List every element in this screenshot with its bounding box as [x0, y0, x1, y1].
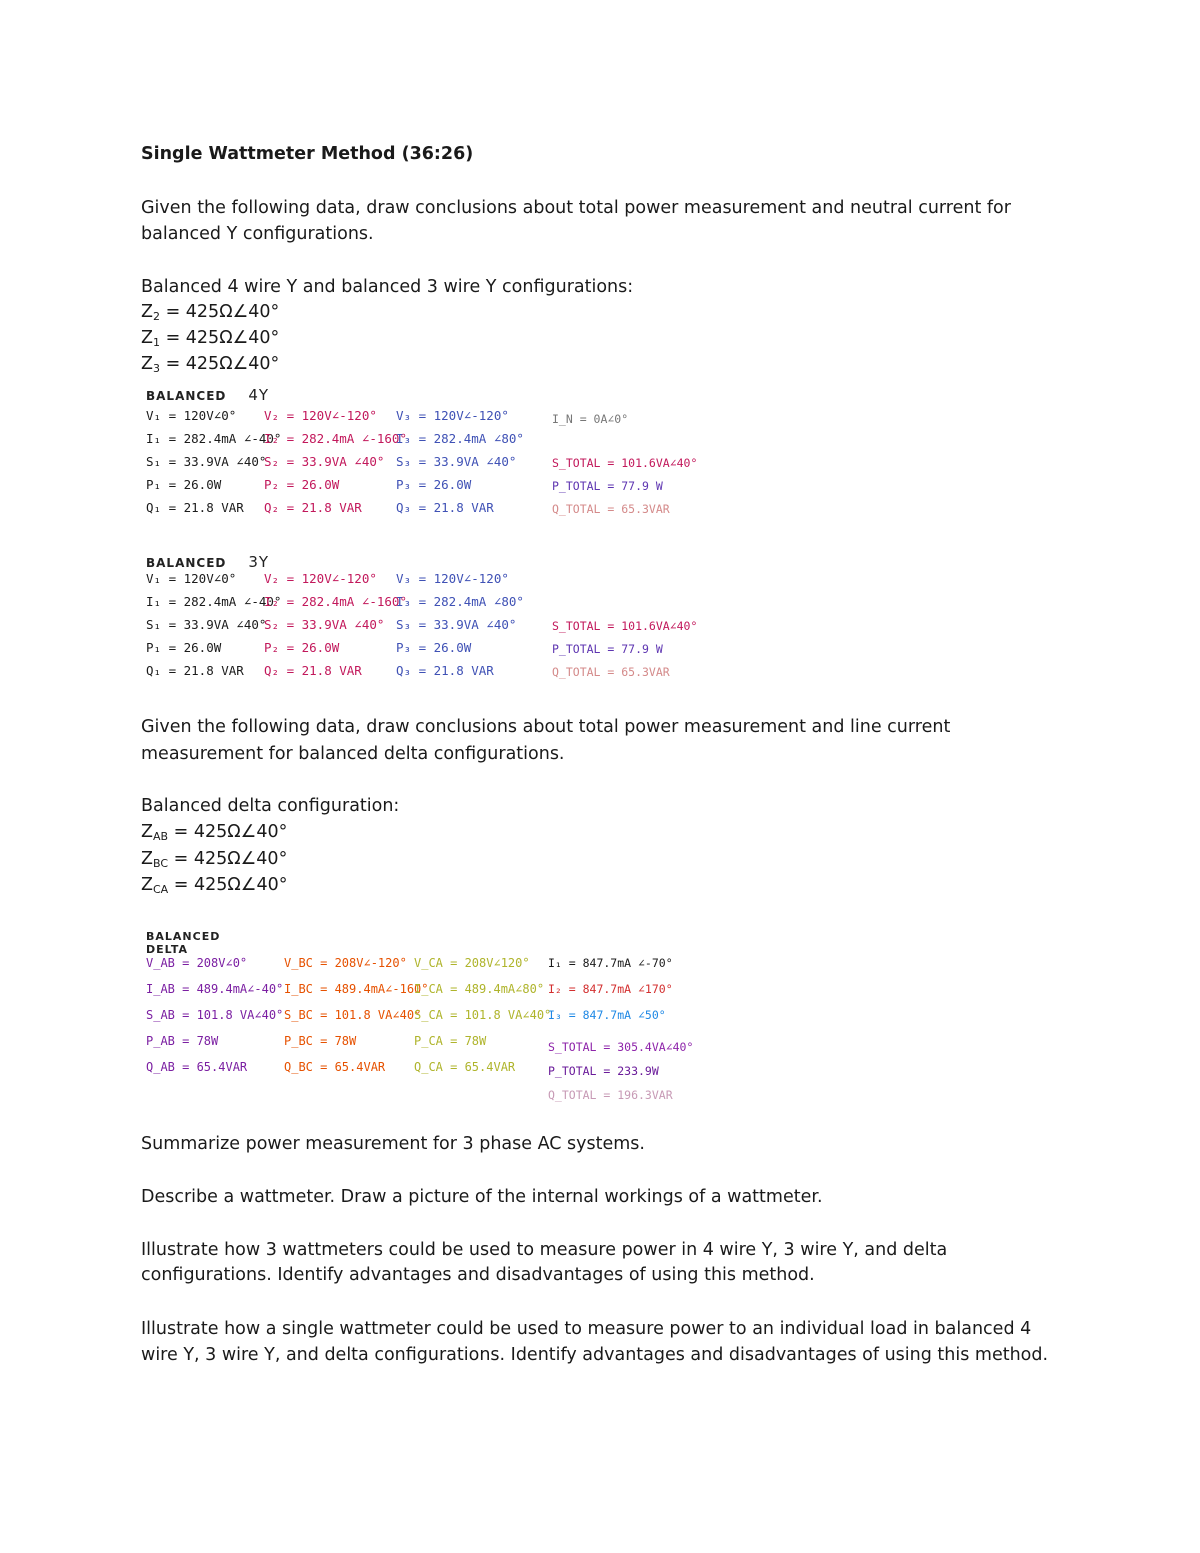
hw-4y-total-1: S_TOTAL = 101.6VA∠40°: [552, 456, 698, 470]
hw-delta-col2-line5: Q_BC = 65.4VAR: [284, 1060, 386, 1074]
hw-4y-col3-line2: I₃ = 282.4mA ∠80°: [396, 431, 524, 446]
hw-delta-total-3: Q_TOTAL = 196.3VAR: [548, 1088, 673, 1102]
hw-4y-heading: BALANCED 4Y: [146, 386, 270, 404]
hw-4y-total-3: Q_TOTAL = 65.3VAR: [552, 502, 670, 516]
para2-line1: Given the following data, draw conclusions about total power measurement and line current: [141, 717, 951, 737]
hw-delta-col3-line4: P_CA = 78W: [414, 1034, 487, 1048]
hw-delta-col2-line3: S_BC = 101.8 VA∠40°: [284, 1008, 422, 1022]
impedance-zab: $Z_{AB}$ = 425Ω∠40°: [141, 822, 288, 843]
hw-4y-col3-line5: Q₃ = 21.8 VAR: [396, 500, 494, 515]
impedance-zca: $Z_{CA}$ = 425Ω∠40°: [141, 875, 288, 896]
hw-delta-current-1: I₁ = 847.7mA ∠-70°: [548, 956, 673, 970]
hw-delta-col3-line1: V_CA = 208V∠120°: [414, 956, 530, 970]
hw-delta-col2-line1: V_BC = 208V∠-120°: [284, 956, 407, 970]
hw-3y-col3-line4: P₃ = 26.0W: [396, 640, 472, 655]
para6-line2: wire Y, 3 wire Y, and delta configurations. Identify advantages and disadvantages of using this method.: [141, 1345, 1049, 1365]
hw-3y-col2-line2: I₂ = 282.4mA ∠-160°: [264, 594, 407, 609]
hw-4y-col2-line3: S₂ = 33.9VA ∠40°: [264, 454, 385, 469]
hw-4y-col1-line4: P₁ = 26.0W: [146, 477, 222, 492]
hw-4y-col1-line1: V₁ = 120V∠0°: [146, 408, 237, 423]
hw-3y-col3-line3: S₃ = 33.9VA ∠40°: [396, 617, 517, 632]
delta-config-label: Balanced delta configuration:: [141, 796, 400, 816]
hw-4y-col1-line3: S₁ = 33.9VA ∠40°: [146, 454, 267, 469]
hw-delta-current-2: I₂ = 847.7mA ∠170°: [548, 982, 673, 996]
hw-delta-col3-line5: Q_CA = 65.4VAR: [414, 1060, 516, 1074]
hw-3y-total-2: P_TOTAL = 77.9 W: [552, 642, 663, 656]
hw-delta-heading: BALANCED DELTA: [146, 930, 221, 956]
hw-delta-col1-line3: S_AB = 101.8 VA∠40°: [146, 1008, 284, 1022]
hw-4y-col3-line3: S₃ = 33.9VA ∠40°: [396, 454, 517, 469]
hw-delta-total-1: S_TOTAL = 305.4VA∠40°: [548, 1040, 694, 1054]
hw-3y-col3-line1: V₃ = 120V∠-120°: [396, 571, 509, 586]
impedance-zbc: $Z_{BC}$ = 425Ω∠40°: [141, 849, 288, 870]
hw-4y-col1-line5: Q₁ = 21.8 VAR: [146, 500, 244, 515]
hw-3y-col1-line5: Q₁ = 21.8 VAR: [146, 663, 244, 678]
hw-3y-col2-line3: S₂ = 33.9VA ∠40°: [264, 617, 385, 632]
impedance-z1: $Z_1$ = 425Ω∠40°: [141, 328, 280, 349]
hw-delta-col3-line2: I_CA = 489.4mA∠80°: [414, 982, 545, 996]
hw-3y-col1-line2: I₁ = 282.4mA ∠-40°: [146, 594, 282, 609]
hw-3y-heading: BALANCED 3Y: [146, 553, 270, 571]
para1-line1: Given the following data, draw conclusions about total power measurement and neutral current for: [141, 198, 1011, 218]
hw-delta-col1-line5: Q_AB = 65.4VAR: [146, 1060, 248, 1074]
hw-3y-total-3: Q_TOTAL = 65.3VAR: [552, 665, 670, 679]
hw-4y-col3-line1: V₃ = 120V∠-120°: [396, 408, 509, 423]
hw-3y-col2-line5: Q₂ = 21.8 VAR: [264, 663, 362, 678]
para5-line1: Illustrate how 3 wattmeters could be used to measure power in 4 wire Y, 3 wire Y, and delta: [141, 1240, 948, 1260]
hw-delta-col1-line2: I_AB = 489.4mA∠-40°: [146, 982, 284, 996]
hw-4y-total-2: P_TOTAL = 77.9 W: [552, 479, 663, 493]
hw-delta-col2-line2: I_BC = 489.4mA∠-160°: [284, 982, 429, 996]
hw-4y-col2-line5: Q₂ = 21.8 VAR: [264, 500, 362, 515]
impedance-z2: $Z_2$ = 425Ω∠40°: [141, 302, 280, 323]
hw-3y-col1-line4: P₁ = 26.0W: [146, 640, 222, 655]
hw-4y-col2-line1: V₂ = 120V∠-120°: [264, 408, 377, 423]
para6-line1: Illustrate how a single wattmeter could be used to measure power to an individual load in balanced 4: [141, 1319, 1032, 1339]
hw-4y-neutral-current: I_N = 0A∠0°: [552, 412, 629, 426]
hw-3y-col1-line1: V₁ = 120V∠0°: [146, 571, 237, 586]
hw-4y-col2-line2: I₂ = 282.4mA ∠-160°: [264, 431, 407, 446]
hw-3y-col3-line5: Q₃ = 21.8 VAR: [396, 663, 494, 678]
impedance-z3: $Z_3$ = 425Ω∠40°: [141, 354, 280, 375]
hw-delta-current-3: I₃ = 847.7mA ∠50°: [548, 1008, 666, 1022]
hw-delta-col3-line3: S_CA = 101.8 VA∠40°: [414, 1008, 552, 1022]
hw-delta-col2-line4: P_BC = 78W: [284, 1034, 357, 1048]
para4: Describe a wattmeter. Draw a picture of the internal workings of a wattmeter.: [141, 1187, 823, 1207]
para2-line2: measurement for balanced delta configurations.: [141, 744, 565, 764]
hw-3y-total-1: S_TOTAL = 101.6VA∠40°: [552, 619, 698, 633]
para3: Summarize power measurement for 3 phase AC systems.: [141, 1134, 645, 1154]
hw-delta-total-2: P_TOTAL = 233.9W: [548, 1064, 659, 1078]
para5-line2: configurations. Identify advantages and disadvantages of using this method.: [141, 1265, 815, 1285]
para1-line2: balanced Y configurations.: [141, 224, 374, 244]
hw-4y-col1-line2: I₁ = 282.4mA ∠-40°: [146, 431, 282, 446]
page-title: Single Wattmeter Method (36:26): [141, 144, 474, 164]
hw-delta-col1-line1: V_AB = 208V∠0°: [146, 956, 248, 970]
hw-3y-col3-line2: I₃ = 282.4mA ∠80°: [396, 594, 524, 609]
y-config-label: Balanced 4 wire Y and balanced 3 wire Y configurations:: [141, 277, 634, 297]
hw-4y-col3-line4: P₃ = 26.0W: [396, 477, 472, 492]
hw-3y-col2-line1: V₂ = 120V∠-120°: [264, 571, 377, 586]
hw-3y-col1-line3: S₁ = 33.9VA ∠40°: [146, 617, 267, 632]
hw-3y-col2-line4: P₂ = 26.0W: [264, 640, 340, 655]
hw-delta-col1-line4: P_AB = 78W: [146, 1034, 219, 1048]
hw-4y-col2-line4: P₂ = 26.0W: [264, 477, 340, 492]
